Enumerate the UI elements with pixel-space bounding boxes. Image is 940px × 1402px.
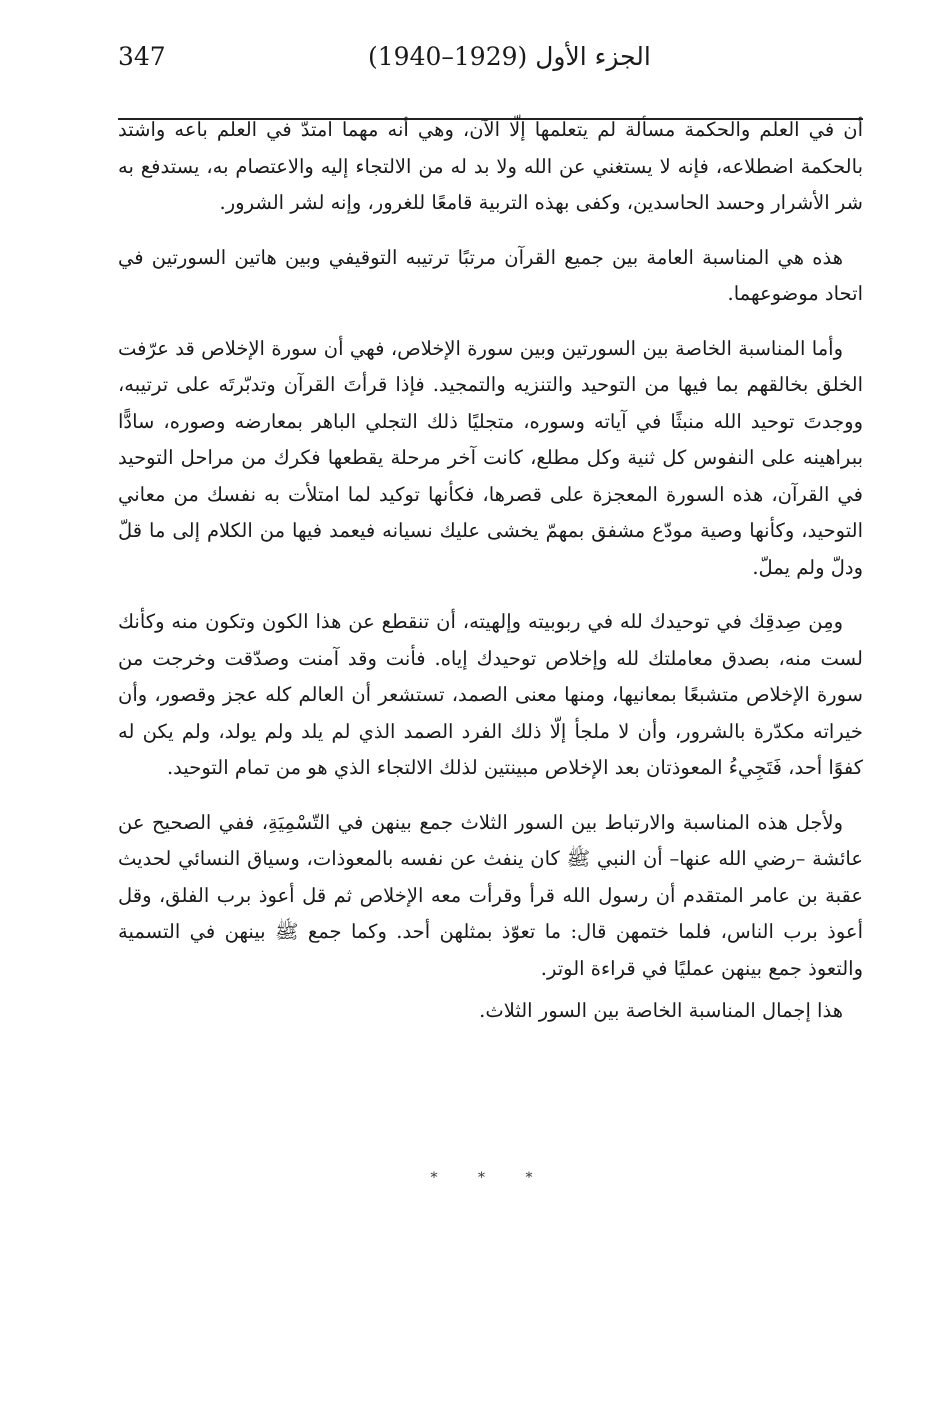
paragraph: هذه هي المناسبة العامة بين جميع القرآن مرتبًا ترتيبه التوقيفي وبين هاتين السورتين في اتحاد موضوعهما. [118, 245, 863, 305]
paragraph: هذا إجمال المناسبة الخاصة بين السور الثلاث. [479, 999, 843, 1022]
book-page [118, 0, 863, 1402]
section-separator: * * * [430, 1170, 551, 1186]
page-header [118, 38, 863, 78]
running-head: الجزء الأول (1929–1940) [368, 42, 651, 71]
paragraph: وأما المناسبة الخاصة بين السورتين وبين سورة الإخلاص، فهي أن سورة الإخلاص قد عرّفت الخلق بخالقهم بما فيها من التوحيد والتنزيه والتمجيد. فإذا قرأتَ القرآن وتدبّرتَه على ترتيبه، ووجدتَ توحيد الله منبثًا في آياته وسوره، متجليًا ذلك التجلي الباهر بمعارضه وصوره، سادًّا ببراهينه على النفوس كل ثنية وكل مطلع، كانت آخر مرحلة يقطعها فكرك من مراحل التوحيد في القرآن، هذه السورة المعجزة على قصرها، فكأنها توكيد لما امتلأت به نفسك من معاني التوحيد، وكأنها وصية مودّع مشفق بمهمّ يخشى عليك نسيانه فيعمد فيها من الكلام إلى ما قلّ ودلّ ولم يملّ. [118, 336, 863, 579]
paragraph: أن في العلم والحكمة مسألة لم يتعلمها إلّا الآن، وهي أنه مهما امتدّ في العلم باعه واشتد بالحكمة اضطلاعه، فإنه لا يستغني عن الله ولا بد له من الالتجاء إليه والاعتصام به، يستدفع به شر الأشرار وحسد الحاسدين، وكفى بهذه التربية قامعًا للغرور، وإنه لشر الشرور. [118, 118, 863, 214]
paragraph: ولأجل هذه المناسبة والارتباط بين السور الثلاث جمع بينهن في التّسْمِيَةِ، ففي الصحيح عن عائشة –رضي الله عنها– أن النبي ﷺ كان ينفث عن نفسه بالمعوذات، وسياق النسائي لحديث عقبة بن عامر المتقدم أن رسول الله قرأ وقرأت معه الإخلاص ثم قل أعوذ برب الفلق، وقل أعوذ برب الناس، فلما ختمهن قال: ما تعوّذ بمثلهن أحد. وكما جمع ﷺ بينهن في التسمية والتعوذ جمع بينهن عمليًا في قراءة الوتر. [118, 810, 863, 980]
page-number: 347 [118, 42, 166, 71]
body-text [118, 112, 863, 1048]
paragraph: ومِن صِدقِك في توحيدك لله في ربوبيته وإلهيته، أن تنقطع عن هذا الكون وتكون منه وكأنك لست منه، بصدق معاملتك لله وإخلاص توحيدك إياه. فأنت وقد آمنت وصدّقت وخرجت من سورة الإخلاص متشبعًا بمعانيها، ومنها معنى الصمد، تستشعر أن العالم كله عجز وقصور، وأن خيراته مكدّرة بالشرور، وأن لا ملجأ إلّا ذلك الفرد الصمد الذي لم يلد ولم يولد، ولم يكن له كفوًا أحد، فَتَجِيءُ المعوذتان بعد الإخلاص مبينتين لذلك الالتجاء الذي هو من تمام التوحيد. [118, 610, 863, 779]
